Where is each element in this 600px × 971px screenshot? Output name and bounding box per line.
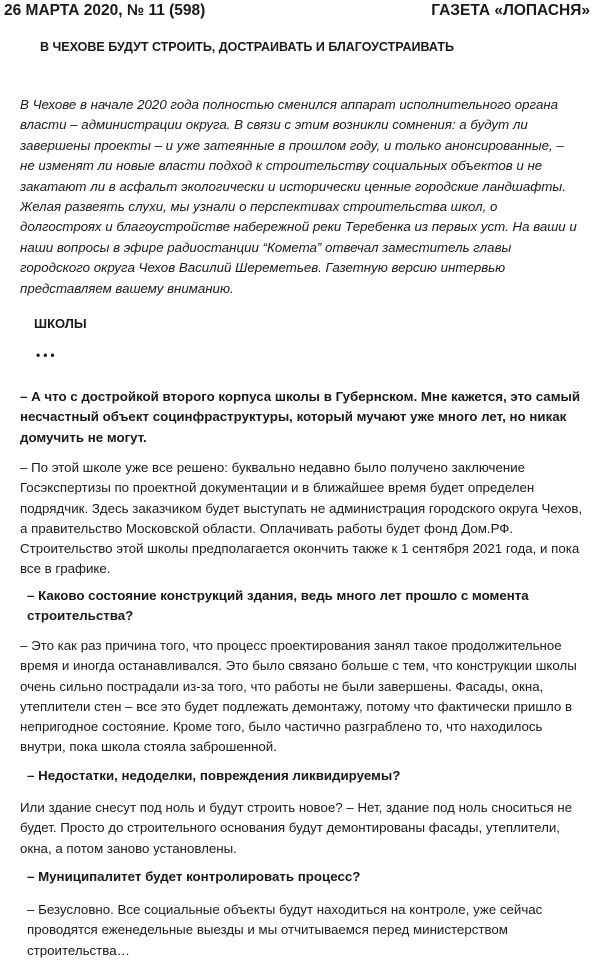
issue-date: 26 МАРТА 2020, № 11 (598) — [4, 2, 206, 19]
page-header — [4, 2, 590, 24]
answer-1: – По этой школе уже все решено: буквально недавно было получено заключение Госэкспертизы по проектной документации и в ближайшее время будет определен подрядчик. Здесь заказчиком будет выступать не администрация городского округа Чехов, а правительство Московской области. Оплачивать работы будет фонд Дом.РФ. Строительство этой школы предполагается окончить также к 1 сентября 2021 года, и пока все в графике. — [20, 460, 583, 577]
intro-text: В Чехове в начале 2020 года полностью сменился аппарат исполнительного органа власти – администрации округа. В связи с этим возникли сомнения: а будут ли завершены проекты – и уже затеянные в прошлом году, и только анонсированные, – не изменят ли новые власти подход к строительству социальных объектов и не закатают ли в асфальт экологически и исторически ценные городские ландшафты. Желая развеять слухи, мы узнали о перспективах строительства школ, о долгостроях и благоустройстве набережной реки Теребенка из первых уст. На ваши и наши вопросы в эфире радиостанции “Комета” отвечал заместитель главы городского округа Чехов Василий Шереметьев. Газетную версию интервью представляем вашему вниманию. — [20, 97, 577, 296]
answer-2: – Это как раз причина того, что процесс проектирования занял такое продолжительное время и иногда останавливался. Это было связано больше с тем, что конструкции школы очень сильно пострадали из-за того, что работы не были завершены. Фасады, окна, утеплители стен – все это будет подлежать демонтажу, потому что фактически пришло в непригодное состояние. Кроме того, было частично разграблено то, что находилось внутри, пока школа стояла заброшенной. — [20, 638, 577, 755]
question-4: – Муниципалитет будет контролировать процесс? — [27, 869, 361, 884]
section-divider: ••• — [36, 348, 58, 362]
section-heading: ШКОЛЫ — [34, 316, 87, 331]
article-intro — [20, 95, 582, 299]
article-title: В ЧЕХОВЕ БУДУТ СТРОИТЬ, ДОСТРАИВАТЬ И БЛАГОУСТРАИВАТЬ — [40, 40, 454, 54]
question-2: – Каково состояние конструкций здания, ведь много лет прошло с момента строительства? — [27, 588, 529, 624]
question-3: – Недостатки, недоделки, повреждения ликвидируемы? — [27, 768, 401, 783]
answer-4: – Безусловно. Все социальные объекты будут находиться на контроле, уже сейчас проводятся еженедельные выезды и мы отчитываемся перед министерством строительства… — [27, 902, 543, 958]
question-1: – А что с достройкой второго корпуса школы в Губернском. Мне кажется, это самый несчастный объект социнфраструктуры, который мучают уже много лет, но никак домучить не могут. — [20, 389, 581, 445]
newspaper-name: ГАЗЕТА «ЛОПАСНЯ» — [431, 2, 590, 19]
answer-3: Или здание снесут под ноль и будут строить новое? – Нет, здание под ноль сноситься не будет. Просто до строительного основания будут демонтированы фасады, утеплители, окна, а потом заново установлены. — [20, 800, 573, 856]
